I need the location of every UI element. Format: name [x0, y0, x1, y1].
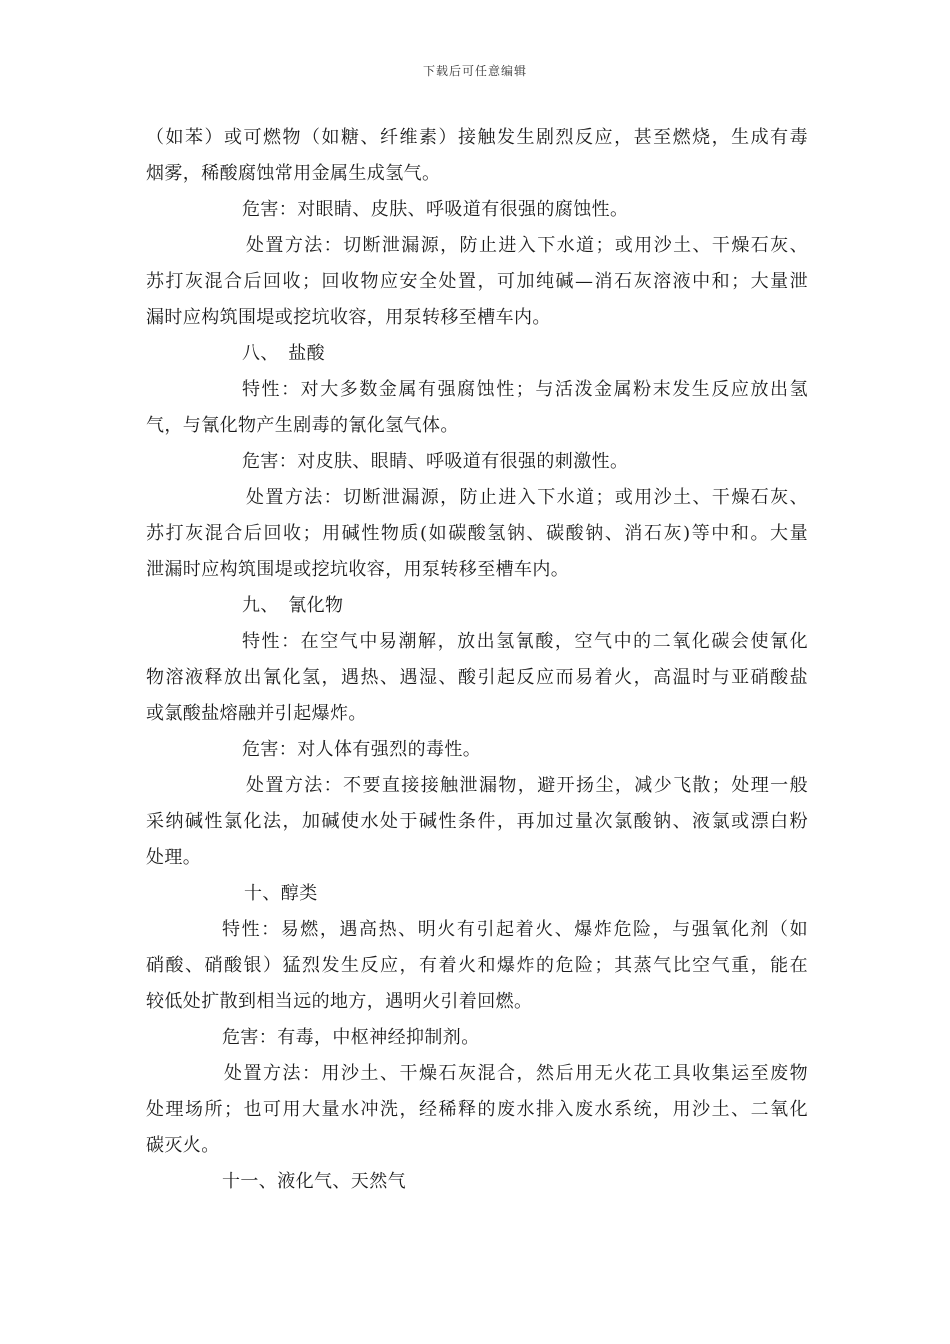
text-line: （如苯）或可燃物（如糖、纤维素）接触发生剧烈反应，甚至燃烧，生成有毒: [146, 127, 808, 148]
text-line: 特性：在空气中易潮解，放出氢氰酸，空气中的二氧化碳会使氰化: [242, 631, 808, 652]
text-line: 苏打灰混合后回收；用碱性物质(如碳酸氢钠、碳酸钠、消石灰)等中和。大量: [146, 523, 808, 544]
text-line: 烟雾，稀酸腐蚀常用金属生成氢气。: [146, 163, 441, 184]
text-line: 处置方法：用沙土、干燥石灰混合，然后用无火花工具收集运至废物: [224, 1063, 808, 1084]
section-heading-eight: 八、 盐酸: [242, 343, 325, 364]
text-line: 处理。: [146, 847, 202, 868]
text-line: 物溶液释放出氰化氢，遇热、遇湿、酸引起反应而易着火，高温时与亚硝酸盐: [146, 667, 808, 688]
text-line: 漏时应构筑围堤或挖坑收容，用泵转移至槽车内。: [146, 307, 551, 328]
text-line: 危害：有毒，中枢神经抑制剂。: [222, 1027, 480, 1048]
text-line: 泄漏时应构筑围堤或挖坑收容，用泵转移至槽车内。: [146, 559, 570, 580]
text-line: 危害：对眼睛、皮肤、呼吸道有很强的腐蚀性。: [242, 199, 629, 220]
section-heading-nine: 九、 氰化物: [242, 595, 344, 616]
text-line: 危害：对人体有强烈的毒性。: [242, 739, 482, 760]
text-line: 处置方法：不要直接接触泄漏物，避开扬尘，减少飞散；处理一般: [246, 775, 808, 796]
section-heading-eleven: 十一、液化气、天然气: [222, 1171, 406, 1192]
text-line: 或氯酸盐熔融并引起爆炸。: [146, 703, 367, 724]
text-line: 特性：对大多数金属有强腐蚀性；与活泼金属粉末发生反应放出氢: [242, 379, 808, 400]
page-header: 下载后可任意编辑: [422, 64, 527, 78]
text-line: 气，与氰化物产生剧毒的氰化氢气体。: [146, 415, 459, 436]
text-line: 处置方法：切断泄漏源，防止进入下水道；或用沙土、干燥石灰、: [246, 235, 808, 256]
text-line: 采纳碱性氯化法，加碱使水处于碱性条件，再加过量次氯酸钠、液氯或漂白粉: [146, 811, 808, 832]
text-line: 处置方法：切断泄漏源，防止进入下水道；或用沙土、干燥石灰、: [246, 487, 808, 508]
text-line: 危害：对皮肤、眼睛、呼吸道有很强的刺激性。: [242, 451, 629, 472]
text-line: 特性：易燃，遇高热、明火有引起着火、爆炸危险，与强氧化剂（如: [222, 919, 808, 940]
section-heading-ten: 十、醇类: [244, 883, 318, 904]
text-line: 苏打灰混合后回收；回收物应安全处置，可加纯碱—消石灰溶液中和；大量泄: [146, 271, 808, 292]
text-line: 硝酸、硝酸银）猛烈发生反应，有着火和爆炸的危险；其蒸气比空气重，能在: [146, 955, 808, 976]
text-line: 处理场所；也可用大量水冲洗，经稀释的废水排入废水系统，用沙土、二氧化: [146, 1099, 808, 1120]
text-line: 较低处扩散到相当远的地方，遇明火引着回燃。: [146, 991, 533, 1012]
text-line: 碳灭火。: [146, 1135, 220, 1156]
